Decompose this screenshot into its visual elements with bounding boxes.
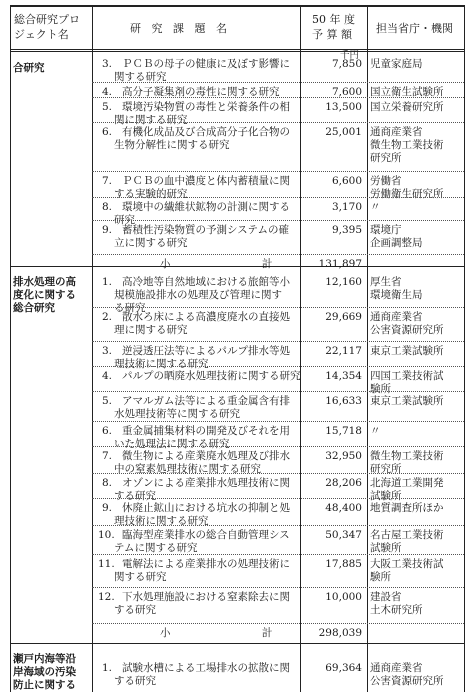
item-agency: 公害資源研究所 [370,324,444,336]
item-title: する研究 [114,675,156,687]
item-agency: 名古屋工業技術 [370,529,444,541]
item-number: 4. [102,370,113,382]
item-agency: 労働衛生研究所 [370,188,444,200]
item-title: 理技術に関する研究 [114,358,209,370]
item-agency: 試験所 [370,490,402,502]
item-amount: 13,500 [325,101,362,113]
item-number: 12. [98,591,115,603]
row-separator [92,82,464,83]
item-title: 理技術に関する研究 [114,515,209,527]
row-separator [92,587,464,588]
table-top-border [10,5,464,7]
item-title: 研究 [114,214,135,226]
header-ministry: 担当省庁・機関 [376,22,453,35]
row-separator [92,391,464,392]
item-number: 7. [102,175,113,187]
item-amount: 14,354 [325,370,362,382]
item-amount: 69,364 [325,662,362,674]
item-title: 環境中の繊維状鉱物の計測に関する [122,201,290,213]
item-title: 中の窒素処理技術に関する研究 [114,463,261,475]
item-agency: 労働省 [370,175,402,187]
item-amount: 10,000 [325,591,362,603]
item-number: 11. [98,558,115,570]
row-separator [92,307,464,308]
item-title: ＰＣＢの母子の健康に及ぼす影響に [122,58,290,70]
row-separator [92,220,464,221]
table-right-border [464,5,465,692]
item-title: 蓄積性汚染物質の予測システムの確 [122,224,289,236]
item-title: パルプの晒廃水処理技術に関する研究 [122,370,301,382]
row-separator [92,421,464,422]
item-number: 2. [102,311,113,323]
header-bottom-border [10,49,464,52]
item-title: 水処理技術等に関する研究 [114,408,240,420]
item-amount: 32,950 [325,450,362,462]
row-separator [92,171,464,172]
item-agency: 〃 [370,201,381,213]
item-title: 関に関する研究 [114,114,188,126]
header-budget-1: 50 年 度 [312,13,355,26]
item-agency: 土木研究所 [370,604,423,616]
item-agency: 通商産業省 [370,662,423,674]
item-number: 8. [102,201,113,213]
section-divider [10,643,464,644]
item-number: 3. [102,58,113,70]
row-separator [92,498,464,499]
item-title: 高分子凝集剤の毒性に関する研究 [122,86,280,98]
item-title: 電解法による産業排水の処理技術に [122,558,290,570]
item-amount: 22,117 [325,345,362,357]
item-title: アマルガム法等による重金属含有排 [122,395,290,407]
item-agency: 通商産業省 [370,311,423,323]
item-agency: 北海道工業開発 [370,477,444,489]
column-divider-title [300,5,301,692]
row-separator [92,525,464,526]
item-amount: 16,633 [325,395,362,407]
column-divider-budget [367,5,368,692]
item-title: 立に関する研究 [114,237,188,249]
item-number: 1. [102,662,113,674]
item-agency: 地質調査所ほか [370,502,444,514]
item-agency: 厚生省 [370,276,402,288]
section-name: 合研究 [13,62,45,74]
item-number: 9. [102,502,113,514]
unit-label: 千円 [340,50,360,61]
item-title: 休廃止鉱山における坑水の抑制と処 [122,502,290,514]
item-title: 関する研究 [114,71,167,83]
header-project-name-2: ジェクト名 [14,28,69,41]
header-research-topic: 研 究 課 題 名 [130,22,231,35]
item-agency: 国立栄養研究所 [370,101,444,113]
item-number: 9. [102,224,113,236]
item-title: 生物分解性に関する研究 [114,139,230,151]
item-agency: 国立衛生試験所 [370,86,444,98]
item-agency: 企画調整局 [370,237,423,249]
item-agency: 環境衛生局 [370,289,423,301]
item-agency: 験所 [370,571,391,583]
row-separator [92,446,464,447]
item-title: ＰＣＢの血中濃度と体内蓄積量に関 [122,175,290,187]
item-title: 関する研究 [114,571,167,583]
row-separator [92,122,464,123]
subtotal-separator [92,254,464,255]
section-name: 瀬戸内海等沿 [13,653,76,665]
item-title: する研究 [114,604,156,616]
item-number: 4. [102,86,113,98]
item-amount: 7,850 [331,58,362,70]
item-agency: 験所 [370,383,391,395]
table-left-border [10,5,11,692]
subtotal-amount: 131,897 [318,258,362,270]
item-amount: 6,600 [331,175,362,187]
item-agency: 児童家庭局 [370,58,423,70]
column-divider-project [92,5,93,692]
item-agency: 研究所 [370,152,402,164]
item-title: オゾンによる産業排水処理技術に関 [122,477,290,489]
section-name: 度化に関する [13,289,76,301]
item-title: 重金属捕集材料の開発及びそれを用 [122,425,290,437]
item-agency: 建設省 [370,591,402,603]
item-agency: 試験所 [370,542,402,554]
subtotal-amount: 298,039 [318,627,362,639]
item-agency: 環境庁 [370,224,402,236]
item-title: 臨海型産業排水の総合自動管理シス [122,529,290,541]
item-title: する研究 [114,490,156,502]
row-separator [92,197,464,198]
row-separator [92,473,464,474]
item-amount: 25,001 [325,126,362,138]
item-agency: 四国工業技術試 [370,370,444,382]
row-separator [92,341,464,342]
row-separator [92,366,464,367]
section-name: 岸海域の汚染 [13,666,76,678]
item-agency: 研究所 [370,463,402,475]
header-project-name-1: 総合研究プロ [14,13,80,26]
item-title: する実験的研究 [114,188,188,200]
section-name: 排水処理の高 [13,276,76,288]
item-amount: 17,885 [325,558,362,570]
item-amount: 50,347 [325,529,362,541]
item-amount: 48,400 [325,502,362,514]
item-number: 6. [102,126,113,138]
item-number: 10. [98,529,115,541]
item-title: 環境汚染物質の毒性と栄養条件の相 [122,101,290,113]
item-agency: 微生物工業技術 [370,450,444,462]
subtotal-separator [92,623,464,624]
item-title: 高冷地等自然地域における旅館等小 [122,276,290,288]
item-agency: 通商産業省 [370,126,423,138]
item-title: 試験水槽による工場排水の拡散に関 [122,662,290,674]
item-number: 7. [102,450,113,462]
item-amount: 29,669 [325,311,362,323]
item-amount: 9,395 [331,224,362,236]
item-title: る研究 [114,302,146,314]
item-title: いた処理法に関する研究 [114,438,230,450]
item-title: 散水ろ床による高濃度廃水の直接処 [122,311,290,323]
item-title: 逆浸透圧法等によるパルプ排水等処 [122,345,290,357]
item-title: 有機化成品及び合成高分子化合物の [122,126,290,138]
item-agency: 大阪工業技術試 [370,558,444,570]
header-budget-2: 予 算 額 [312,28,352,41]
item-title: 規模施設排水の処理及び管理に関す [114,289,282,301]
item-agency: 公害資源研究所 [370,675,444,687]
item-amount: 28,206 [325,477,362,489]
item-number: 3. [102,345,113,357]
item-amount: 15,718 [325,425,362,437]
section-name: 総合研究 [13,302,55,314]
item-title: 理に関する研究 [114,324,188,336]
row-separator [92,554,464,555]
item-number: 8. [102,477,113,489]
item-agency: 微生物工業技術 [370,139,444,151]
item-number: 5. [102,395,113,407]
item-amount: 3,170 [331,201,362,213]
item-amount: 7,600 [331,86,362,98]
item-agency: 〃 [370,425,381,437]
item-agency: 東京工業試験所 [370,395,444,407]
section-name: 防止に関する [13,679,76,691]
item-number: 1. [102,276,113,288]
item-agency: 東京工業試験所 [370,345,444,357]
item-number: 6. [102,425,113,437]
item-number: 5. [102,101,113,113]
item-amount: 12,160 [325,276,362,288]
row-separator [92,97,464,98]
item-title: 下水処理施設における窒素除去に関 [122,591,290,603]
subtotal-label: 小 計 [160,627,317,639]
item-title: 微生物による産業廃水処理及び排水 [122,450,290,462]
item-title: テムに関する研究 [114,542,198,554]
subtotal-label: 小 計 [160,258,317,270]
